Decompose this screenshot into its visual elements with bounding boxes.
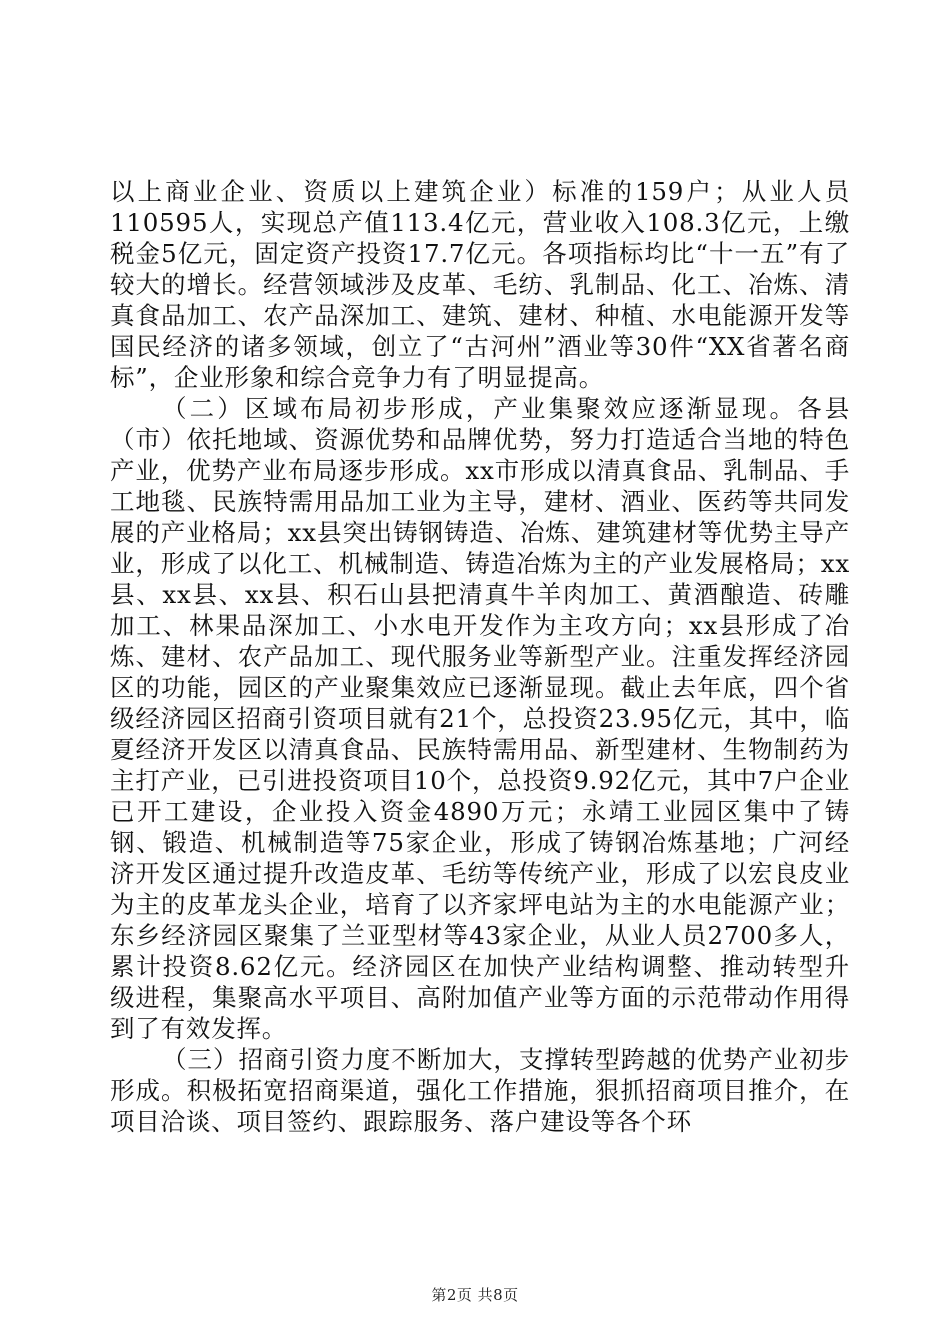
page-number-footer: 第2页 共8页 bbox=[431, 1286, 519, 1304]
paragraph-1: 以上商业企业、资质以上建筑企业）标准的159户；从业人员110595人，实现总产值113.4亿元，营业收入108.3亿元，上缴税金5亿元，固定资产投资17.7亿元。各项指标均比“十一五”有了较大的增长。经营领域涉及皮革、毛纺、乳制品、化工、冶炼、清真食品加工、农产品深加工、建筑、建材、种植、水电能源开发等国民经济的诸多领域，创立了“古河州”酒业等30件“XX省著名商标”，企业形象和综合竞争力有了明显提高。 bbox=[110, 177, 850, 392]
paragraph-2: （二）区域布局初步形成，产业集聚效应逐渐显现。各县（市）依托地域、资源优势和品牌优势，努力打造适合当地的特色产业，优势产业布局逐步形成。xx市形成以清真食品、乳制品、手工地毯、民族特需用品加工业为主导，建材、酒业、医药等共同发展的产业格局；xx县突出铸钢铸造、冶炼、建筑建材等优势主导产业，形成了以化工、机械制造、铸造冶炼为主的产业发展格局；xx县、xx县、xx县、积石山县把清真牛羊肉加工、黄酒酿造、砖雕加工、林果品深加工、小水电开发作为主攻方向；xx县形成了冶炼、建材、农产品加工、现代服务业等新型产业。注重发挥经济园区的功能，园区的产业聚集效应已逐渐显现。截止去年底，四个省级经济园区招商引资项目就有21个，总投资23.95亿元，其中，临夏经济开发区以清真食品、民族特需用品、新型建材、生物制药为主打产业，已引进投资项目10个，总投资9.92亿元，其中7户企业已开工建设，企业投入资金4890万元；永靖工业园区集中了铸钢、锻造、机械制造等75家企业，形成了铸钢冶炼基地；广河经济开发区通过提升改造皮革、毛纺等传统产业，形成了以宏良皮业为主的皮革龙头企业，培育了以齐家坪电站为主的水电能源产业；东乡经济园区聚集了兰亚型材等43家企业，从业人员2700多人，累计投资8.62亿元。经济园区在加快产业结构调整、推动转型升级进程，集聚高水平项目、高附加值产业等方面的示范带动作用得到了有效发挥。 bbox=[110, 394, 850, 1043]
paragraph-3: （三）招商引资力度不断加大，支撑转型跨越的优势产业初步形成。积极拓宽招商渠道，强化工作措施，狠抓招商项目推介，在项目洽谈、项目签约、跟踪服务、落户建设等各个环 bbox=[110, 1045, 850, 1136]
document-body bbox=[110, 176, 850, 1137]
